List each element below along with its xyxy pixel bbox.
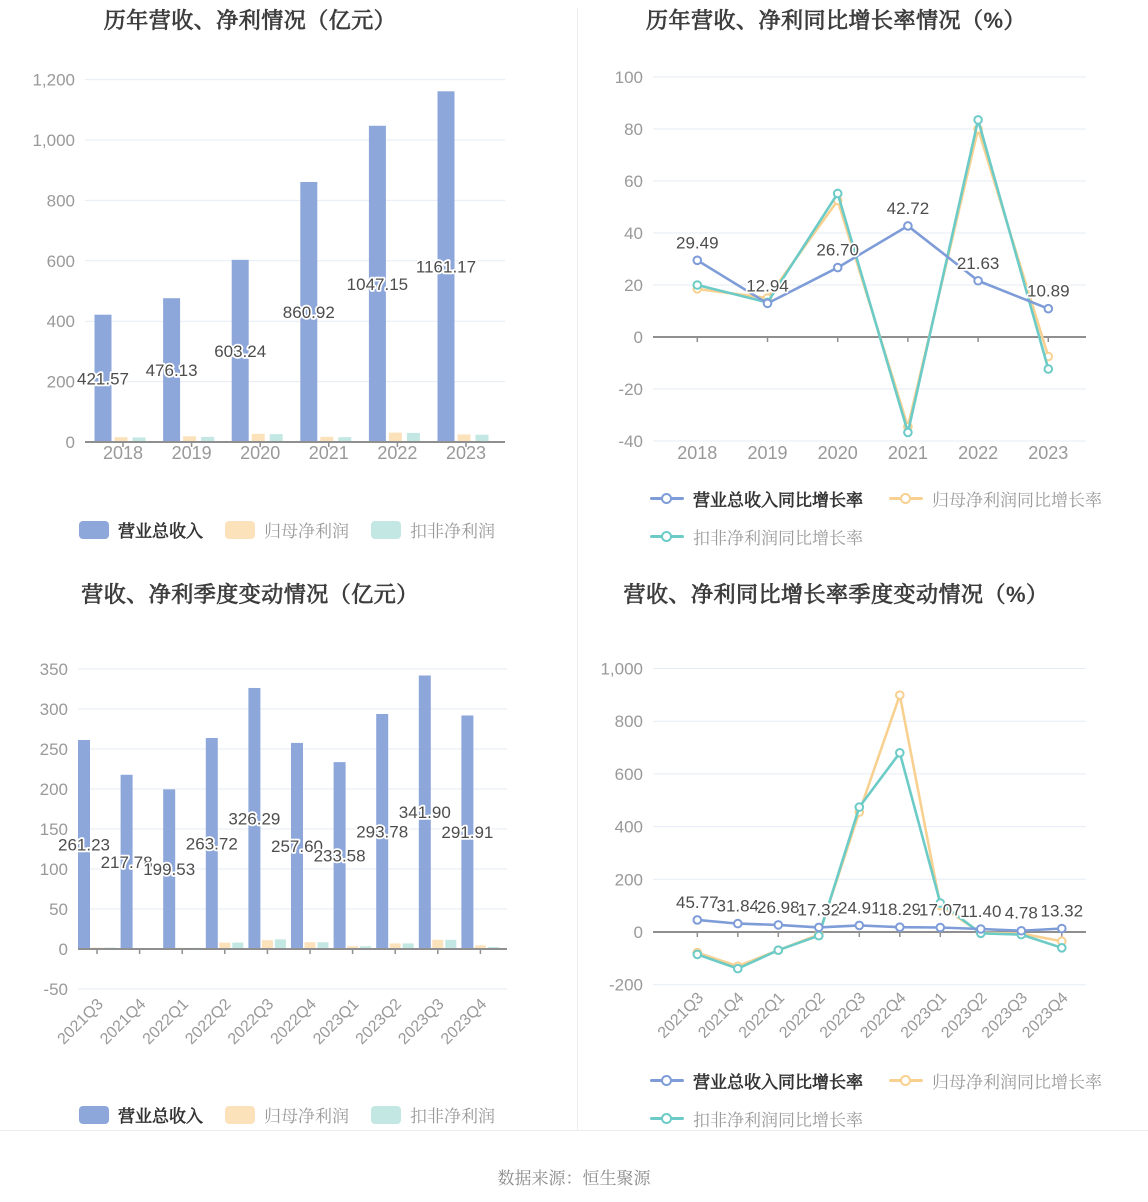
legend-swatch — [371, 521, 401, 539]
y-axis-labels — [600, 660, 643, 995]
value-label: 10.89 — [1027, 281, 1070, 301]
y-tick-label: 0 — [633, 923, 643, 942]
value-label: 31.84 — [716, 896, 760, 916]
y-tick-label: 60 — [624, 172, 643, 191]
x-tick-label: 2022Q1 — [735, 989, 789, 1042]
legend-quarterly-bars — [0, 1102, 574, 1127]
value-label: 291.91 — [441, 823, 494, 843]
legend-ring — [661, 1075, 672, 1086]
value-label: 24.91 — [838, 898, 881, 918]
legend-line-marker — [650, 492, 684, 505]
point-marker — [904, 429, 912, 437]
value-label: 21.63 — [956, 253, 1000, 273]
y-tick-label: 300 — [39, 700, 68, 719]
legend-label: 营业总收入同比增长率 — [693, 491, 863, 510]
x-tick-label: 2023Q4 — [437, 995, 491, 1049]
legend-swatch — [225, 521, 255, 539]
value-label: 45.77 — [676, 892, 719, 912]
annual-bars-chart — [0, 0, 574, 574]
point-marker — [834, 190, 842, 198]
point-marker — [694, 951, 702, 959]
bar — [407, 433, 420, 442]
legend-item-bar-1[interactable] — [225, 1102, 349, 1127]
series-line-2 — [694, 749, 1066, 972]
legend-label: 归母净利润 — [264, 522, 349, 541]
legend-label: 扣非净利润同比增长率 — [693, 529, 863, 548]
value-label: 476.13 — [145, 361, 198, 381]
x-axis-labels — [55, 996, 491, 1048]
panel-quarterly-bars — [0, 574, 574, 1155]
legend-item-bar-0[interactable] — [79, 517, 203, 542]
x-tick-label: 2023Q1 — [897, 989, 951, 1042]
x-tick-label: 2019 — [171, 443, 212, 463]
legend-item-line-1[interactable] — [889, 1068, 1102, 1093]
legend-item-bar-0[interactable] — [79, 1102, 203, 1127]
x-tick-label: 2022Q4 — [267, 995, 320, 1049]
bar — [432, 940, 443, 949]
value-label: 233.58 — [313, 846, 366, 866]
x-tick-label: 2023Q4 — [1019, 989, 1072, 1042]
quarterly-bars-chart — [0, 574, 574, 1155]
y-tick-label: -50 — [43, 980, 68, 999]
point-marker — [896, 749, 904, 757]
value-label: 26.98 — [757, 897, 800, 917]
y-tick-label: 1,000 — [600, 659, 643, 679]
value-label: 217.78 — [100, 852, 153, 872]
point-marker — [1058, 925, 1066, 933]
bar — [275, 939, 286, 949]
point-marker — [1018, 927, 1026, 935]
legend-line-marker — [650, 530, 684, 543]
legend-annual-growth — [650, 486, 1130, 549]
point-marker — [694, 916, 702, 924]
value-label: 199.53 — [143, 860, 196, 880]
value-label: 26.70 — [816, 240, 859, 260]
series-line-1 — [694, 691, 1066, 970]
legend-item-line-1[interactable] — [889, 486, 1102, 511]
value-label: 18.29 — [878, 900, 922, 920]
data-source: 数据来源：恒生聚源 — [497, 1169, 651, 1188]
point-marker — [694, 257, 702, 265]
value-label: 42.72 — [886, 198, 930, 218]
line-path — [697, 753, 1062, 969]
legend-label: 扣非净利润 — [410, 1107, 495, 1126]
x-tick-label: 2021Q4 — [695, 989, 748, 1042]
legend-label: 归母净利润同比增长率 — [932, 1073, 1102, 1092]
y-tick-label: 40 — [624, 224, 643, 243]
x-axis-labels — [655, 989, 1072, 1041]
x-tick-label: 2022Q3 — [816, 989, 870, 1042]
x-tick-label: 2020 — [240, 443, 281, 463]
legend-label: 归母净利润 — [264, 1107, 349, 1126]
legend-ring — [900, 493, 911, 504]
legend-swatch — [79, 1106, 109, 1124]
y-tick-label: 200 — [46, 372, 75, 392]
bar — [262, 940, 273, 949]
legend-ring — [900, 1075, 911, 1086]
legend-line-marker — [650, 1112, 684, 1125]
x-tick-label: 2023Q1 — [310, 995, 363, 1049]
x-tick-label: 2020 — [817, 443, 858, 463]
y-tick-label: 600 — [46, 251, 75, 271]
bar — [445, 940, 456, 949]
y-tick-label: 100 — [39, 860, 68, 879]
chart-title: 营收、净利同比增长率季度变动情况（%） — [623, 582, 1049, 607]
bar — [252, 434, 265, 442]
value-label: 421.57 — [77, 369, 129, 389]
point-marker — [937, 924, 945, 932]
y-tick-label: 100 — [614, 68, 643, 87]
x-axis-labels — [103, 443, 486, 463]
point-marker — [764, 300, 772, 308]
y-axis-labels — [32, 71, 75, 452]
value-label: 293.78 — [356, 822, 409, 842]
bar — [270, 434, 283, 442]
legend-item-bar-2[interactable] — [371, 1102, 495, 1127]
legend-label: 营业总收入 — [118, 1107, 203, 1126]
legend-item-line-0[interactable] — [650, 1068, 863, 1093]
value-labels — [77, 258, 476, 389]
value-labels — [676, 893, 1083, 923]
point-marker — [775, 921, 783, 929]
panel-annual-growth — [574, 0, 1148, 574]
y-tick-label: 20 — [624, 276, 643, 295]
legend-item-bar-2[interactable] — [371, 517, 495, 542]
legend-label: 归母净利润同比增长率 — [932, 491, 1102, 510]
point-marker — [856, 922, 864, 930]
legend-annual-bars — [0, 517, 574, 542]
point-marker — [977, 925, 985, 933]
x-tick-label: 2023Q3 — [978, 989, 1032, 1042]
value-label: 4.78 — [1004, 903, 1038, 923]
legend-ring — [661, 493, 672, 504]
point-marker — [974, 277, 982, 285]
y-tick-label: 800 — [46, 191, 75, 211]
series-bars-0 — [95, 91, 455, 442]
y-tick-label: 150 — [39, 820, 68, 839]
y-axis-labels — [40, 660, 68, 999]
point-marker — [1045, 305, 1053, 313]
y-tick-label: 350 — [39, 660, 68, 679]
x-tick-label: 2022Q2 — [182, 995, 235, 1049]
gridlines — [653, 77, 1086, 441]
legend-item-line-0[interactable] — [650, 486, 863, 511]
x-tick-label: 2023 — [1028, 443, 1069, 463]
x-tick-label: 2022Q1 — [139, 995, 193, 1049]
legend-item-line-2[interactable] — [650, 1106, 863, 1131]
y-axis-labels — [615, 68, 643, 451]
y-tick-label: 200 — [39, 780, 68, 799]
value-label: 17.07 — [919, 900, 962, 920]
x-tick-label: 2023Q3 — [395, 995, 448, 1049]
x-tick-label: 2023Q2 — [938, 989, 991, 1042]
legend-ring — [661, 531, 672, 542]
point-marker — [904, 222, 912, 230]
panel-annual-bars — [0, 0, 574, 574]
value-label: 860.92 — [282, 303, 335, 323]
x-tick-label: 2021 — [887, 443, 928, 463]
y-tick-label: 200 — [614, 870, 643, 890]
point-marker — [856, 803, 864, 811]
point-marker — [815, 924, 823, 932]
value-label: 341.90 — [398, 803, 451, 823]
x-tick-label: 2021Q4 — [97, 995, 150, 1049]
value-label: 261.23 — [58, 835, 110, 855]
legend-swatch — [371, 1106, 401, 1124]
x-tick-label: 2021Q3 — [54, 995, 107, 1049]
y-tick-label: 0 — [58, 940, 68, 959]
bar — [389, 433, 402, 442]
value-label: 29.49 — [676, 233, 719, 253]
legend-line-marker — [650, 1074, 684, 1087]
legend-item-line-2[interactable] — [650, 524, 863, 549]
y-tick-label: -20 — [618, 380, 643, 399]
legend-ring — [661, 1113, 672, 1124]
y-tick-label: 1,200 — [32, 70, 75, 90]
x-tick-label: 2021 — [308, 443, 349, 463]
y-tick-label: 400 — [46, 312, 75, 332]
chart-title: 营收、净利季度变动情况（亿元） — [81, 582, 419, 607]
value-label: 12.94 — [746, 276, 789, 296]
legend-swatch — [225, 1106, 255, 1124]
x-tick-label: 2023Q2 — [352, 995, 406, 1049]
point-marker — [1045, 365, 1053, 373]
value-label: 1161.17 — [415, 257, 477, 277]
value-label: 257.60 — [271, 836, 323, 856]
point-marker — [815, 932, 823, 940]
point-marker — [775, 946, 783, 954]
point-marker — [834, 264, 842, 272]
value-label: 17.32 — [797, 900, 841, 920]
x-tick-label: 2022 — [958, 443, 999, 463]
y-tick-label: 0 — [65, 433, 75, 452]
legend-label: 扣非净利润同比增长率 — [693, 1111, 863, 1130]
value-label: 263.72 — [185, 834, 238, 854]
legend-swatch — [79, 521, 109, 539]
x-tick-label: 2022Q4 — [857, 989, 910, 1042]
legend-item-bar-1[interactable] — [225, 517, 349, 542]
x-tick-label: 2018 — [102, 443, 144, 463]
x-tick-label: 2019 — [747, 443, 788, 463]
y-tick-label: -40 — [618, 432, 643, 451]
y-tick-label: -200 — [608, 975, 643, 995]
x-tick-label: 2021Q3 — [654, 989, 708, 1042]
y-tick-label: 400 — [614, 817, 643, 837]
y-tick-label: 50 — [49, 900, 68, 919]
legend-quarterly-growth — [650, 1068, 1130, 1131]
y-tick-label: 250 — [39, 740, 68, 759]
point-marker — [896, 923, 904, 931]
legend-label: 扣非净利润 — [410, 522, 495, 541]
value-label: 326.29 — [228, 809, 281, 829]
x-tick-label: 2022Q3 — [224, 995, 278, 1049]
value-label: 13.32 — [1040, 901, 1084, 921]
legend-line-marker — [889, 1074, 923, 1087]
panel-quarterly-growth — [574, 574, 1148, 1155]
chart-title: 历年营收、净利情况（亿元） — [103, 8, 397, 33]
y-tick-label: 600 — [614, 764, 643, 784]
point-marker — [974, 116, 982, 124]
chart-title: 历年营收、净利同比增长率情况（%） — [645, 8, 1027, 33]
bar — [318, 942, 329, 949]
point-marker — [896, 691, 904, 699]
legend-label: 营业总收入 — [118, 522, 203, 541]
point-marker — [694, 281, 702, 289]
y-tick-label: 0 — [633, 328, 643, 347]
value-label: 603.24 — [214, 341, 267, 361]
bar — [476, 435, 489, 442]
x-tick-label: 2022Q2 — [776, 989, 829, 1042]
value-label: 11.40 — [960, 901, 1002, 921]
value-label: 1047.15 — [346, 274, 409, 294]
y-tick-label: 80 — [624, 120, 643, 139]
point-marker — [734, 965, 742, 973]
x-tick-label: 2022 — [377, 443, 418, 463]
x-axis-labels — [677, 443, 1068, 463]
x-tick-label: 2018 — [677, 443, 718, 463]
point-marker — [1058, 944, 1066, 952]
point-marker — [734, 920, 742, 928]
y-tick-label: 800 — [614, 712, 643, 732]
x-tick-label: 2023 — [445, 443, 487, 463]
bar — [458, 434, 471, 442]
y-tick-label: 1,000 — [32, 131, 75, 150]
bar — [305, 942, 316, 949]
legend-line-marker — [889, 492, 923, 505]
legend-label: 营业总收入同比增长率 — [693, 1073, 863, 1092]
